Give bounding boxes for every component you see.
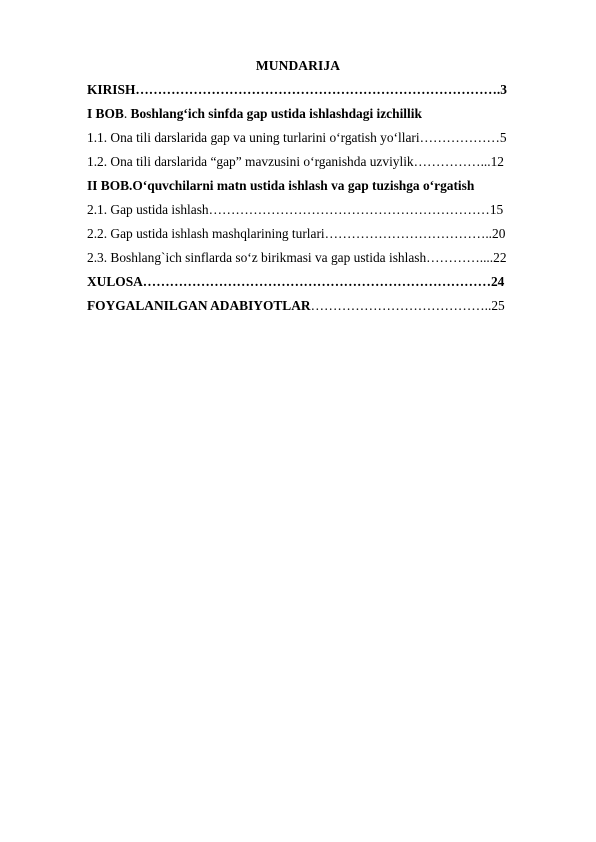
toc-chapter-title: Boshlang‘ich sinfda gap ustida ishlashdagi izchillik xyxy=(130,106,422,121)
table-of-contents xyxy=(87,78,527,318)
toc-entry-text: 2.2. Gap ustida ishlash mashqlarining turlari………………………………..20 xyxy=(87,226,506,241)
toc-entry-text: 1.1. Ona tili darslarida gap va uning turlarini o‘rgatish yo‘llari………………5 xyxy=(87,130,507,145)
toc-chapter-number: I BOB xyxy=(87,106,124,121)
toc-entry-leader: …………………………………..25 xyxy=(310,298,505,313)
toc-entry-2-2 xyxy=(87,222,527,246)
toc-entry-xulosa xyxy=(87,270,527,294)
toc-entry-lead: FOYGALANILGAN ADABIYOTLAR xyxy=(87,298,311,313)
toc-chapter-title: II BOB.O‘quvchilarni matn ustida ishlash va gap tuzishga o‘rgatish xyxy=(87,178,475,193)
toc-entry-text: 1.2. Ona tili darslarida “gap” mavzusini o‘rganishda uzviylik……………...12 xyxy=(87,154,505,169)
toc-entry-kirish xyxy=(87,78,527,102)
toc-entry-2-1 xyxy=(87,198,527,222)
toc-entry-text: 2.1. Gap ustida ishlash………………………………………………………15 xyxy=(87,202,504,217)
toc-entry-chapter-1 xyxy=(87,102,527,126)
toc-entry-2-3 xyxy=(87,246,527,270)
toc-entry-text: 2.3. Boshlang`ich sinflarda so‘z birikmasi va gap ustida ishlash…………....22 xyxy=(87,250,507,265)
toc-entry-1-2 xyxy=(87,150,527,174)
toc-entry-text: KIRISH……………………………………………………………………….3 xyxy=(87,82,507,97)
toc-chapter-separator: . xyxy=(123,106,131,121)
page-title: MUNDARIJA xyxy=(255,58,341,73)
toc-entry-text: XULOSA……………………………………………………………………24 xyxy=(87,274,505,289)
toc-entry-1-1 xyxy=(87,126,527,150)
toc-entry-chapter-2 xyxy=(87,174,527,198)
toc-entry-adabiyotlar xyxy=(87,294,527,318)
